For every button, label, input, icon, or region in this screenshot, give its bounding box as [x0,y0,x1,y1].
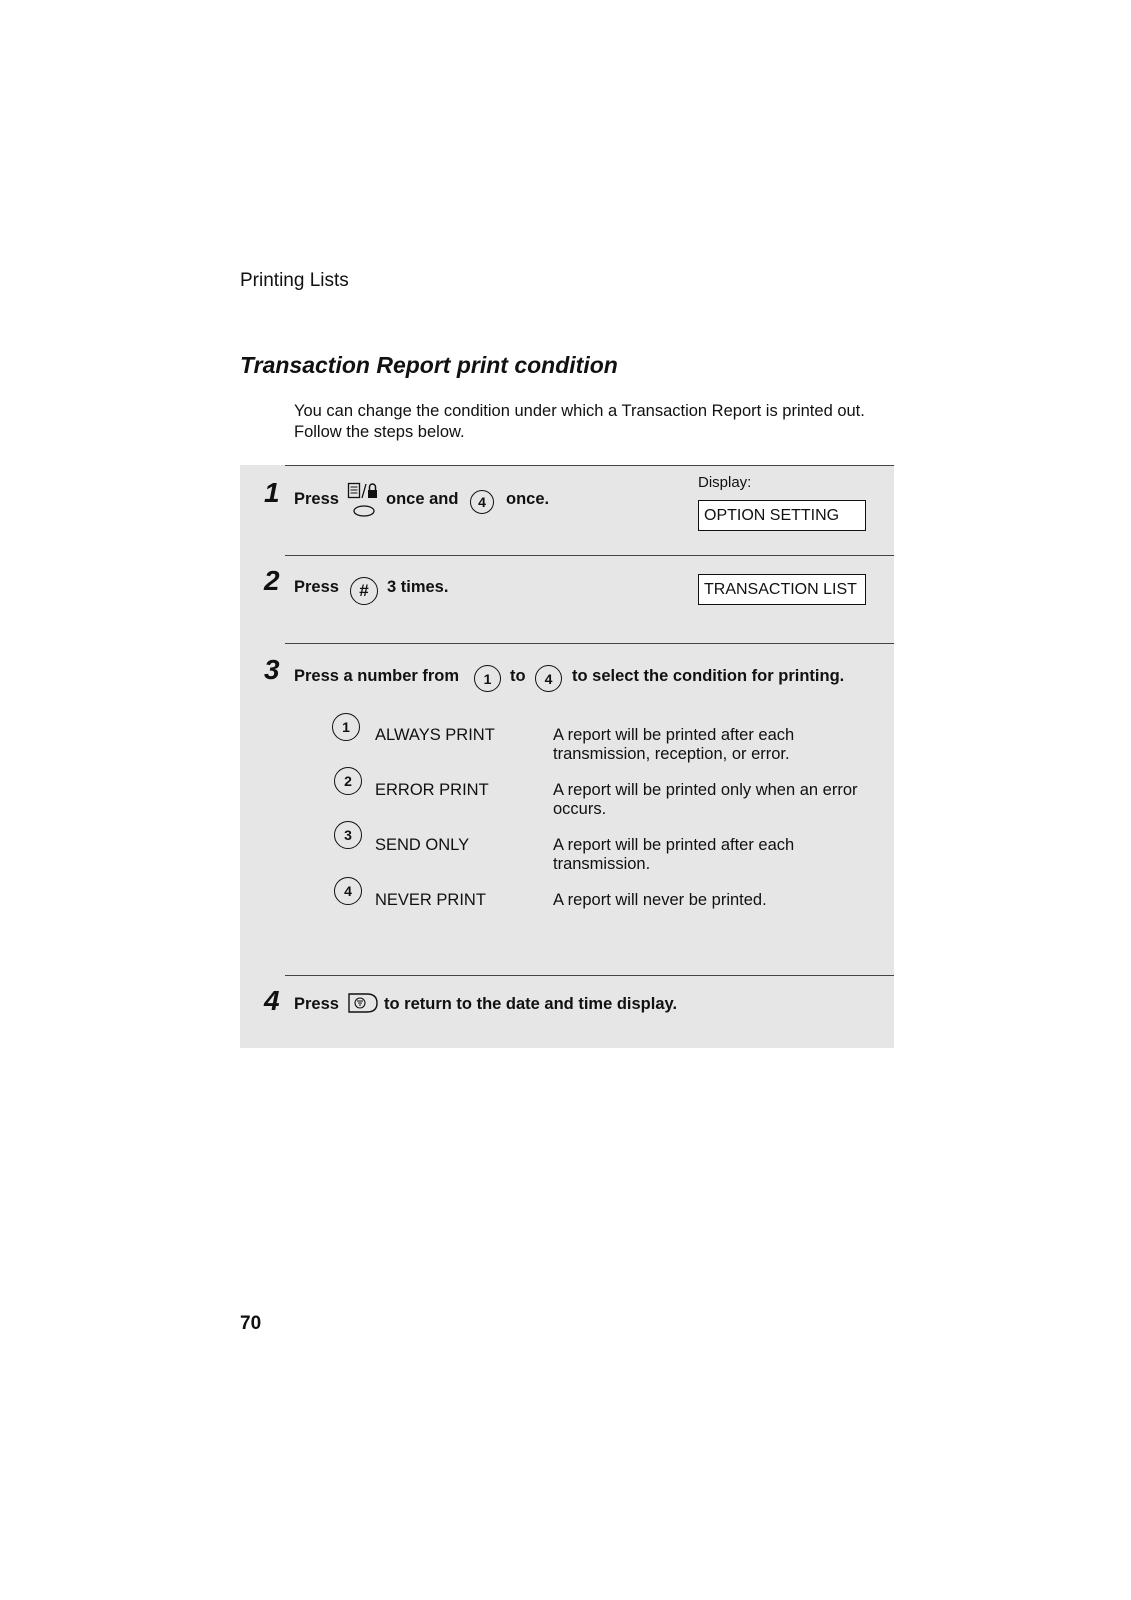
key-4-icon: 4 [535,665,562,692]
key-3-icon: 3 [334,821,362,849]
step-number: 3 [264,654,280,685]
intro-paragraph [294,401,894,443]
lcd-display: TRANSACTION LIST [698,574,866,605]
step-press-label: Press a number from [294,667,460,685]
divider [285,643,894,644]
function-key-icon [347,482,381,518]
key-1-icon: 1 [332,713,360,741]
divider [285,465,894,466]
section-label: Printing Lists [240,270,349,291]
page-title: Transaction Report print condition [240,352,618,378]
option-description: A report will be printed only when an error occurs. [553,781,858,818]
option-name: ERROR PRINT [375,781,489,799]
key-4-icon: 4 [470,490,494,514]
divider [285,555,894,556]
key-2-icon: 2 [334,767,362,795]
step-press-label: Press [294,490,339,508]
intro-line-2: Follow the steps below. [294,423,465,441]
key-4-icon: 4 [334,877,362,905]
stop-key-icon [347,991,379,1015]
step-number: 2 [264,565,280,596]
step-press-label: Press [294,578,339,596]
intro-line-1: You can change the condition under which a Transaction Report is printed out. [294,402,865,420]
divider [285,975,894,976]
option-name: NEVER PRINT [375,891,486,909]
step-number: 4 [264,985,280,1016]
lcd-display: OPTION SETTING [698,500,866,531]
option-description: A report will be printed after each transmission. [553,836,795,873]
option-description: A report will never be printed. [553,891,767,909]
display-label: Display: [698,474,752,491]
option-name: SEND ONLY [375,836,470,854]
key-1-icon: 1 [474,665,501,692]
option-name: ALWAYS PRINT [375,726,495,744]
option-description: A report will be printed after each transmission, reception, or error. [553,726,795,763]
step-end-label: to select the condition for printing. [572,667,845,685]
step-press-label: Press [294,995,339,1013]
step-end-label: to return to the date and time display. [384,995,678,1013]
step-end-label: 3 times. [387,578,449,596]
step-number: 1 [264,477,280,508]
step-mid-label: once and [386,490,459,508]
step-to-label: to [510,667,526,685]
step-end-label: once. [506,490,550,508]
hash-key-icon: # [350,577,378,605]
page-number: 70 [240,1313,262,1334]
